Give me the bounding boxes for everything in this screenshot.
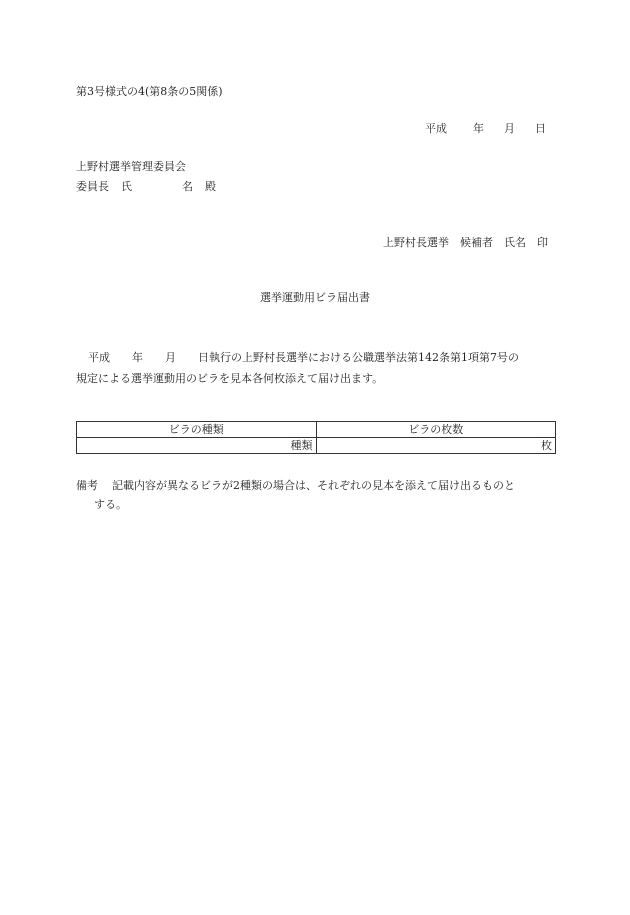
addressee-name-label: 名: [182, 180, 193, 193]
form-number: 第3号様式の4(第8条の5関係): [76, 85, 223, 98]
body-text-line2: 規定による選挙運動用のビラを見本各何枚添えて届け出ます。: [76, 372, 384, 385]
addressee-title: 委員長: [76, 180, 109, 193]
header-flyer-type: ビラの種類: [77, 422, 317, 438]
remark-line1: 記載内容が異なるビラが2種類の場合は、それぞれの見本を添えて届け出るものと: [112, 479, 515, 492]
date-month: 月: [504, 122, 515, 135]
addressee-surname-label: 氏: [121, 180, 132, 193]
applicant-name-label: 氏名: [504, 236, 526, 249]
body-year: 年: [132, 351, 143, 364]
body-text: [76, 347, 554, 389]
remark-line2: する。: [94, 498, 127, 511]
addressee-person: [76, 180, 216, 194]
applicant-seal: 印: [537, 236, 548, 249]
addressee-honorific: 殿: [205, 180, 216, 193]
body-text-line1: 日執行の上野村長選挙における公職選挙法第142条第1項第7号の: [198, 351, 519, 364]
remark-label: 備考: [76, 479, 98, 492]
date-line: [425, 122, 546, 136]
date-year: 年: [473, 122, 484, 135]
addressee-organization: 上野村選挙管理委員会: [76, 160, 186, 173]
body-month: 月: [165, 351, 176, 364]
applicant-role: 候補者: [460, 236, 493, 249]
body-era: 平成: [88, 351, 110, 364]
flyer-count-unit: 枚: [316, 438, 556, 454]
flyer-type-unit: 種類: [77, 438, 317, 454]
header-flyer-count: ビラの枚数: [316, 422, 556, 438]
date-era: 平成: [425, 122, 447, 135]
applicant-election: 上野村長選挙: [383, 236, 449, 249]
table-row: [77, 438, 556, 454]
document-title: 選挙運動用ビラ届出書: [260, 291, 370, 304]
flyer-table: [76, 421, 556, 454]
date-day: 日: [535, 122, 546, 135]
applicant-line: [383, 236, 548, 250]
table-header-row: [77, 422, 556, 438]
remark: [76, 476, 558, 514]
